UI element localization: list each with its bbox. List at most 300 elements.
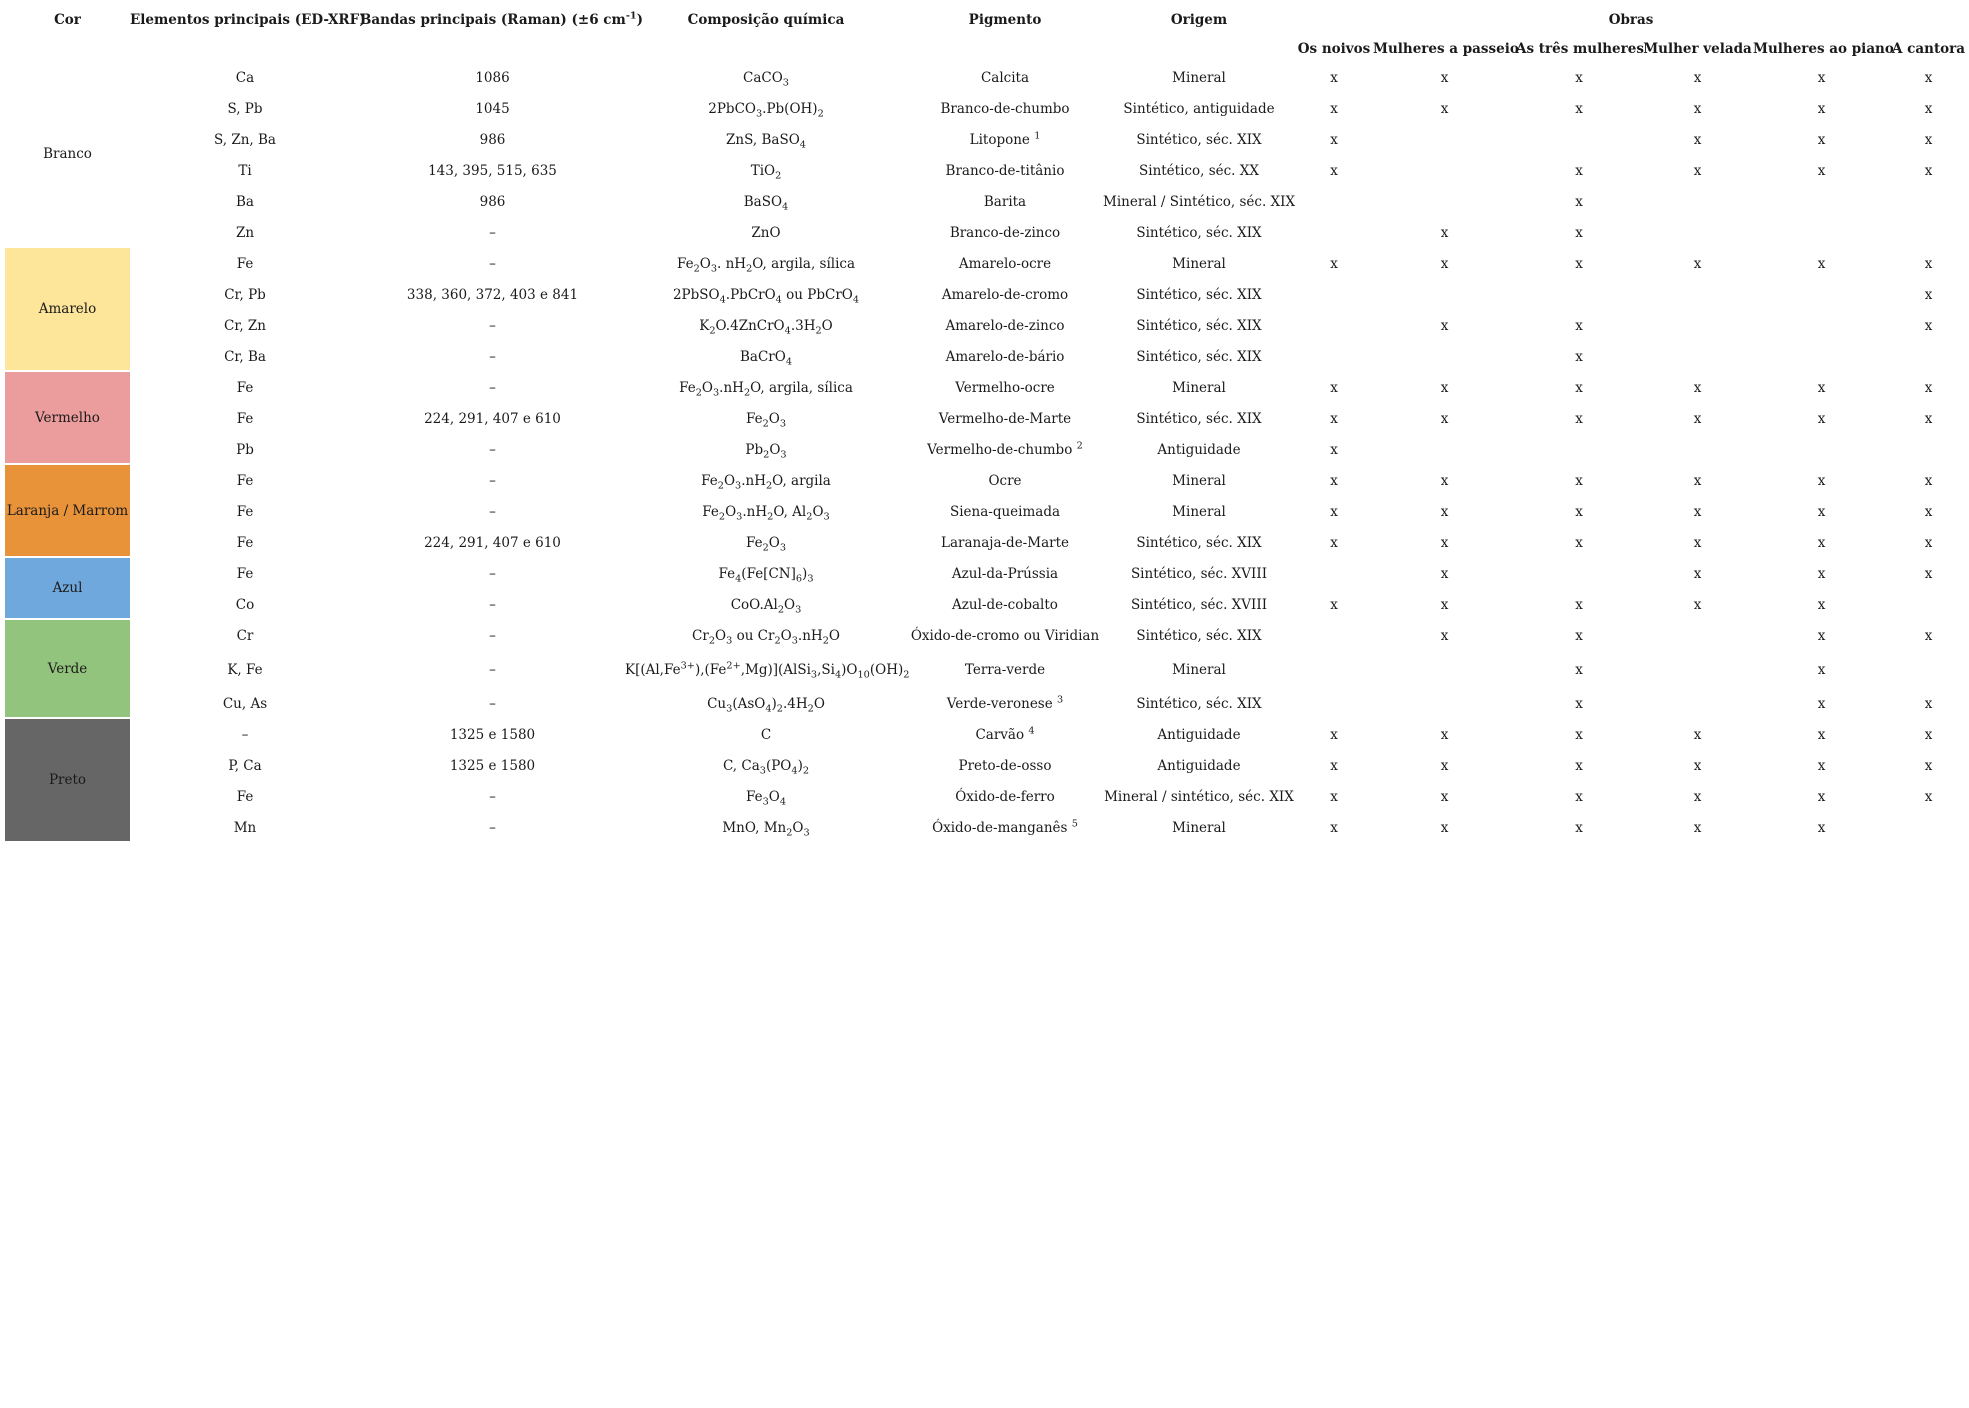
work-mark-cell: x bbox=[1817, 534, 1826, 551]
pigment-cell: Azul-de-cobalto bbox=[952, 596, 1058, 613]
element-cell: Ba bbox=[236, 193, 254, 210]
work-mark-cell: x bbox=[1693, 726, 1702, 743]
table-body bbox=[5, 62, 1967, 843]
raman-cell: – bbox=[489, 503, 496, 520]
work-mark-cell bbox=[1373, 688, 1516, 719]
work-mark-cell: x bbox=[1440, 503, 1449, 520]
work-mark-cell: x bbox=[1575, 317, 1583, 334]
pigment-cell: Preto-de-osso bbox=[958, 757, 1052, 774]
work-mark-cell bbox=[1373, 279, 1516, 310]
work-mark-cell: x bbox=[1330, 441, 1338, 458]
work-mark-cell: x bbox=[1693, 788, 1702, 805]
work-mark-cell: x bbox=[1575, 503, 1583, 520]
table-row bbox=[5, 341, 1967, 372]
composition-cell: $K[(Al,Fe^{3+}),(Fe^{2+},Mg)](AlSi_3,Si_4)O_{10}(OH)_2$ bbox=[625, 660, 910, 680]
color-group-cell: Verde bbox=[5, 620, 130, 719]
work-mark-cell: x bbox=[1575, 224, 1583, 241]
work-mark-cell: x bbox=[1440, 69, 1449, 86]
origin-cell: Antiguidade bbox=[1157, 441, 1241, 458]
raman-cell: 1325 e 1580 bbox=[449, 757, 536, 774]
pigment-cell: Branco-de-titânio bbox=[945, 162, 1065, 179]
pigment-cell: Litopone $^1$ bbox=[969, 130, 1041, 148]
table-row bbox=[5, 434, 1967, 465]
element-cell: S, Pb bbox=[227, 100, 263, 117]
element-cell: Zn bbox=[235, 224, 255, 241]
work-mark-cell: x bbox=[1330, 788, 1338, 805]
pigment-cell: Siena-queimada bbox=[949, 503, 1061, 520]
origin-cell: Sintético, séc. XIX bbox=[1136, 286, 1262, 303]
work-mark-cell bbox=[1890, 651, 1967, 688]
work-mark-cell: x bbox=[1924, 565, 1933, 582]
pigment-cell: Calcita bbox=[980, 69, 1030, 86]
table-row bbox=[5, 620, 1967, 651]
work-mark-cell bbox=[1753, 434, 1890, 465]
element-cell: Co bbox=[235, 596, 255, 613]
work-mark-cell: x bbox=[1924, 627, 1933, 644]
raman-cell: 1325 e 1580 bbox=[449, 726, 536, 743]
header-work-4: Mulheres ao piano bbox=[1753, 41, 1894, 57]
composition-cell: 2PbSO$_4$.PbCrO$_4$ ou PbCrO$_4$ bbox=[672, 286, 860, 305]
composition-cell: $Fe_2O_3.nH_2O$, $Al_2O_3$ bbox=[702, 503, 830, 522]
work-mark-cell: x bbox=[1440, 224, 1449, 241]
work-mark-cell: x bbox=[1693, 131, 1702, 148]
composition-cell: $Fe_2O_3$. $nH_2O$, argila, sílica bbox=[676, 255, 856, 274]
element-cell: Cr, Zn bbox=[224, 317, 266, 334]
work-mark-cell: x bbox=[1924, 534, 1933, 551]
work-mark-cell: x bbox=[1575, 695, 1583, 712]
work-mark-cell: x bbox=[1330, 162, 1338, 179]
work-mark-cell: x bbox=[1330, 534, 1338, 551]
pigment-cell: Vermelho-de-Marte bbox=[938, 410, 1072, 427]
element-cell: Cr, Pb bbox=[224, 286, 266, 303]
raman-cell: – bbox=[489, 348, 496, 365]
work-mark-cell: x bbox=[1693, 472, 1702, 489]
work-mark-cell: x bbox=[1330, 379, 1338, 396]
origin-cell: Mineral bbox=[1172, 472, 1226, 489]
element-cell: Fe bbox=[236, 534, 254, 551]
works-header-row bbox=[5, 40, 1967, 62]
origin-cell: Mineral bbox=[1172, 819, 1226, 836]
work-mark-cell: x bbox=[1575, 726, 1583, 743]
work-mark-cell: x bbox=[1330, 503, 1338, 520]
element-cell: Fe bbox=[236, 503, 254, 520]
work-mark-cell bbox=[1642, 217, 1753, 248]
table-row bbox=[5, 155, 1967, 186]
raman-cell: 143, 395, 515, 635 bbox=[428, 162, 557, 179]
work-mark-cell: x bbox=[1440, 100, 1449, 117]
header-origem: Origem bbox=[1170, 12, 1228, 28]
work-mark-cell bbox=[1373, 434, 1516, 465]
pigment-cell: Vermelho-ocre bbox=[955, 379, 1055, 396]
work-mark-cell: x bbox=[1330, 757, 1338, 774]
element-cell: Cu, As bbox=[222, 695, 268, 712]
table-row bbox=[5, 124, 1967, 155]
work-mark-cell bbox=[1516, 558, 1642, 589]
element-cell: Fe bbox=[236, 255, 254, 272]
work-mark-cell: x bbox=[1924, 757, 1933, 774]
work-mark-cell bbox=[1642, 310, 1753, 341]
element-cell: Ca bbox=[235, 69, 255, 86]
pigment-cell: Óxido-de-manganês $^5$ bbox=[932, 818, 1078, 836]
pigment-cell: Amarelo-de-cromo bbox=[941, 286, 1069, 303]
work-mark-cell bbox=[1890, 341, 1967, 372]
work-mark-cell: x bbox=[1440, 534, 1449, 551]
work-mark-cell bbox=[1642, 688, 1753, 719]
raman-cell: 1086 bbox=[475, 69, 510, 86]
pigment-cell: Óxido-de-ferro bbox=[955, 788, 1055, 805]
header-elementos: Elementos principais (ED-XRF) bbox=[130, 12, 366, 28]
work-mark-cell: x bbox=[1440, 472, 1449, 489]
origin-cell: Sintético, antiguidade bbox=[1123, 100, 1275, 117]
work-mark-cell: x bbox=[1330, 255, 1338, 272]
element-cell: Fe bbox=[236, 565, 254, 582]
composition-cell: $Pb_2O_3$ bbox=[745, 441, 787, 460]
element-cell: Cr bbox=[236, 627, 254, 644]
work-mark-cell: x bbox=[1817, 410, 1826, 427]
work-mark-cell: x bbox=[1924, 410, 1933, 427]
element-cell: Fe bbox=[236, 410, 254, 427]
composition-cell: $K_2O.4ZnCrO_4.3H_2O$ bbox=[699, 317, 833, 336]
pigment-cell: Terra-verde bbox=[964, 661, 1046, 678]
work-mark-cell bbox=[1642, 434, 1753, 465]
work-mark-cell: x bbox=[1693, 410, 1702, 427]
work-mark-cell: x bbox=[1440, 726, 1449, 743]
composition-cell: $2PbCO_3.Pb(OH)_2$ bbox=[708, 100, 824, 119]
origin-cell: Mineral bbox=[1172, 255, 1226, 272]
work-mark-cell: x bbox=[1924, 255, 1933, 272]
work-mark-cell bbox=[1753, 217, 1890, 248]
composition-cell: MnO, $Mn_2O_3$ bbox=[722, 819, 810, 838]
origin-cell: Sintético, séc. XIX bbox=[1136, 348, 1262, 365]
work-mark-cell: x bbox=[1693, 69, 1702, 86]
work-mark-cell: x bbox=[1330, 100, 1338, 117]
composition-cell: $Fe_4(Fe[CN]_6)_3$ bbox=[718, 565, 814, 584]
work-mark-cell: x bbox=[1575, 69, 1583, 86]
work-mark-cell: x bbox=[1575, 788, 1583, 805]
composition-cell: $Cr_2O_3$ ou $Cr_2O_3.nH_2O$ bbox=[692, 627, 840, 646]
header-bandas-raman: Bandas principais (Raman) (±6 $cm^{-1}$) bbox=[360, 10, 644, 28]
header-work-1: Mulheres a passeio bbox=[1373, 41, 1519, 57]
table-row bbox=[5, 186, 1967, 217]
origin-cell: Sintético, séc. XIX bbox=[1136, 224, 1262, 241]
raman-cell: – bbox=[489, 695, 496, 712]
work-mark-cell: x bbox=[1817, 255, 1826, 272]
work-mark-cell bbox=[1516, 124, 1642, 155]
work-mark-cell: x bbox=[1693, 255, 1702, 272]
color-group-cell: Laranja / Marrom bbox=[5, 465, 130, 558]
work-mark-cell bbox=[1890, 186, 1967, 217]
work-mark-cell bbox=[1890, 589, 1967, 620]
work-mark-cell: x bbox=[1330, 410, 1338, 427]
work-mark-cell: x bbox=[1330, 819, 1338, 836]
table-row bbox=[5, 496, 1967, 527]
work-mark-cell bbox=[1373, 651, 1516, 688]
color-group-cell: Vermelho bbox=[5, 372, 130, 465]
raman-cell: – bbox=[489, 819, 496, 836]
element-cell: Fe bbox=[236, 379, 254, 396]
element-cell: Cr, Ba bbox=[224, 348, 266, 365]
pigment-cell: Óxido-de-cromo ou Viridian bbox=[910, 627, 1100, 644]
work-mark-cell bbox=[1890, 812, 1967, 843]
work-mark-cell bbox=[1373, 124, 1516, 155]
header-work-5: A cantora bbox=[1891, 41, 1966, 57]
work-mark-cell bbox=[1753, 186, 1890, 217]
work-mark-cell bbox=[1295, 620, 1373, 651]
pigment-cell: Vermelho-de-chumbo $^2$ bbox=[927, 440, 1083, 458]
header-work-0: Os noivos bbox=[1297, 41, 1371, 57]
composition-cell: ZnS, BaSO$_4$ bbox=[726, 131, 806, 150]
work-mark-cell bbox=[1753, 279, 1890, 310]
work-mark-cell: x bbox=[1817, 503, 1826, 520]
element-cell: K, Fe bbox=[227, 661, 263, 678]
pigment-cell: Ocre bbox=[988, 472, 1022, 489]
table-row bbox=[5, 279, 1967, 310]
pigment-cell: Azul-da-Prússia bbox=[951, 565, 1059, 582]
work-mark-cell: x bbox=[1575, 348, 1583, 365]
work-mark-cell: x bbox=[1693, 503, 1702, 520]
composition-cell: $Fe_3O_4$ bbox=[745, 788, 787, 807]
pigment-cell: Branco-de-zinco bbox=[949, 224, 1061, 241]
work-mark-cell: x bbox=[1817, 69, 1826, 86]
work-mark-cell: x bbox=[1924, 317, 1933, 334]
element-cell: Mn bbox=[233, 819, 257, 836]
work-mark-cell bbox=[1295, 279, 1373, 310]
work-mark-cell: x bbox=[1575, 162, 1583, 179]
origin-cell: Sintético, séc. XIX bbox=[1136, 534, 1262, 551]
work-mark-cell: x bbox=[1924, 131, 1933, 148]
work-mark-cell: x bbox=[1693, 534, 1702, 551]
work-mark-cell bbox=[1516, 279, 1642, 310]
table-row bbox=[5, 527, 1967, 558]
work-mark-cell bbox=[1890, 217, 1967, 248]
raman-cell: – bbox=[489, 565, 496, 582]
composition-cell: $Fe_2O_3.nH_2O$, argila bbox=[701, 472, 831, 491]
header-work-3: Mulher velada bbox=[1643, 41, 1752, 57]
work-mark-cell: x bbox=[1924, 69, 1933, 86]
pigment-cell: Verde-veronese $^3$ bbox=[946, 694, 1064, 712]
raman-cell: 338, 360, 372, 403 e 841 bbox=[406, 286, 579, 303]
work-mark-cell bbox=[1642, 620, 1753, 651]
work-mark-cell: x bbox=[1440, 255, 1449, 272]
work-mark-cell: x bbox=[1575, 534, 1583, 551]
work-mark-cell bbox=[1295, 341, 1373, 372]
origin-cell: Mineral bbox=[1172, 69, 1226, 86]
work-mark-cell bbox=[1373, 341, 1516, 372]
work-mark-cell: x bbox=[1575, 410, 1583, 427]
color-group-cell: Azul bbox=[5, 558, 130, 620]
raman-cell: – bbox=[489, 661, 496, 678]
raman-cell: – bbox=[489, 224, 496, 241]
pigment-cell: Carvão $^4$ bbox=[975, 725, 1035, 743]
pigment-cell: Amarelo-de-bário bbox=[945, 348, 1065, 365]
table-row bbox=[5, 750, 1967, 781]
raman-cell: – bbox=[489, 379, 496, 396]
color-group-cell: Amarelo bbox=[5, 248, 130, 372]
raman-cell: – bbox=[489, 788, 496, 805]
pigment-cell: Laranaja-de-Marte bbox=[941, 534, 1069, 551]
work-mark-cell: x bbox=[1817, 379, 1826, 396]
origin-cell: Mineral bbox=[1172, 661, 1226, 678]
work-mark-cell: x bbox=[1440, 317, 1449, 334]
raman-cell: – bbox=[489, 255, 496, 272]
work-mark-cell bbox=[1642, 279, 1753, 310]
work-mark-cell: x bbox=[1817, 100, 1826, 117]
composition-cell: C, $Ca_3(PO_4)_2$ bbox=[722, 757, 810, 776]
raman-cell: 224, 291, 407 e 610 bbox=[424, 534, 561, 551]
work-mark-cell: x bbox=[1924, 788, 1933, 805]
work-mark-cell bbox=[1373, 155, 1516, 186]
work-mark-cell: x bbox=[1817, 819, 1826, 836]
origin-cell: Sintético, séc. XVIII bbox=[1130, 596, 1268, 613]
work-mark-cell: x bbox=[1693, 565, 1702, 582]
work-mark-cell: x bbox=[1440, 596, 1449, 613]
raman-cell: – bbox=[489, 596, 496, 613]
origin-cell: Sintético, séc. XVIII bbox=[1130, 565, 1268, 582]
pigment-cell: Barita bbox=[983, 193, 1027, 210]
origin-cell: Mineral bbox=[1172, 503, 1226, 520]
work-mark-cell: x bbox=[1693, 379, 1702, 396]
work-mark-cell: x bbox=[1330, 596, 1338, 613]
work-mark-cell: x bbox=[1924, 286, 1933, 303]
work-mark-cell: x bbox=[1330, 726, 1338, 743]
composition-cell: $Fe_2O_3$ bbox=[745, 534, 787, 553]
pigment-cell: Branco-de-chumbo bbox=[940, 100, 1070, 117]
raman-cell: – bbox=[489, 472, 496, 489]
table-row bbox=[5, 248, 1967, 279]
work-mark-cell: x bbox=[1924, 726, 1933, 743]
raman-cell: 1045 bbox=[475, 100, 510, 117]
work-mark-cell bbox=[1295, 688, 1373, 719]
work-mark-cell bbox=[1753, 341, 1890, 372]
work-mark-cell bbox=[1373, 186, 1516, 217]
pigment-table bbox=[5, 0, 1967, 843]
composition-cell: BaCrO$_4$ bbox=[739, 348, 792, 367]
work-mark-cell: x bbox=[1924, 100, 1933, 117]
work-mark-cell bbox=[1295, 558, 1373, 589]
composition-cell: $CoO.Al_2O_3$ bbox=[730, 596, 802, 615]
origin-cell: Mineral / sintético, séc. XIX bbox=[1104, 788, 1294, 805]
work-mark-cell: x bbox=[1440, 788, 1449, 805]
work-mark-cell: x bbox=[1817, 757, 1826, 774]
raman-cell: 224, 291, 407 e 610 bbox=[424, 410, 561, 427]
work-mark-cell: x bbox=[1817, 596, 1826, 613]
composition-cell: $Cu_3(AsO_4)_2.4H_2O$ bbox=[707, 695, 825, 714]
work-mark-cell: x bbox=[1817, 472, 1826, 489]
element-cell: Pb bbox=[236, 441, 254, 458]
work-mark-cell: x bbox=[1440, 757, 1449, 774]
table-row bbox=[5, 688, 1967, 719]
work-mark-cell: x bbox=[1693, 162, 1702, 179]
work-mark-cell: x bbox=[1575, 627, 1583, 644]
header-cor: Cor bbox=[54, 12, 81, 28]
origin-cell: Sintético, séc. XIX bbox=[1136, 317, 1262, 334]
pigment-table-container bbox=[5, 0, 1967, 843]
color-group-cell: Branco bbox=[5, 62, 130, 248]
work-mark-cell: x bbox=[1924, 379, 1933, 396]
element-cell: P, Ca bbox=[228, 757, 262, 774]
raman-cell: 986 bbox=[479, 131, 506, 148]
raman-cell: – bbox=[489, 441, 496, 458]
raman-cell: 986 bbox=[479, 193, 506, 210]
work-mark-cell: x bbox=[1924, 503, 1933, 520]
header-work-2: As três mulheres bbox=[1516, 41, 1644, 57]
work-mark-cell: x bbox=[1330, 131, 1338, 148]
work-mark-cell: x bbox=[1575, 596, 1583, 613]
work-mark-cell: x bbox=[1817, 726, 1826, 743]
work-mark-cell bbox=[1295, 310, 1373, 341]
work-mark-cell: x bbox=[1817, 788, 1826, 805]
composition-cell: ZnO bbox=[751, 224, 781, 241]
origin-cell: Sintético, séc. XIX bbox=[1136, 627, 1262, 644]
work-mark-cell bbox=[1295, 186, 1373, 217]
element-cell: Fe bbox=[236, 472, 254, 489]
raman-cell: – bbox=[489, 627, 496, 644]
work-mark-cell bbox=[1295, 651, 1373, 688]
table-row bbox=[5, 465, 1967, 496]
origin-cell: Sintético, séc. XIX bbox=[1136, 410, 1262, 427]
work-mark-cell: x bbox=[1693, 100, 1702, 117]
table-row bbox=[5, 651, 1967, 688]
header-row bbox=[5, 0, 1967, 40]
work-mark-cell: x bbox=[1817, 695, 1826, 712]
header-obras: Obras bbox=[1608, 12, 1654, 28]
origin-cell: Sintético, séc. XX bbox=[1139, 162, 1259, 179]
work-mark-cell bbox=[1642, 186, 1753, 217]
composition-cell: CaCO$_3$ bbox=[743, 69, 789, 88]
table-row bbox=[5, 62, 1967, 93]
table-row bbox=[5, 781, 1967, 812]
work-mark-cell: x bbox=[1440, 379, 1449, 396]
work-mark-cell: x bbox=[1817, 565, 1826, 582]
work-mark-cell: x bbox=[1575, 472, 1583, 489]
raman-cell: – bbox=[489, 317, 496, 334]
header-composicao: Composição química bbox=[687, 12, 845, 28]
work-mark-cell: x bbox=[1575, 193, 1583, 210]
composition-cell: $Fe_2O_3.nH_2O$, argila, sílica bbox=[679, 379, 853, 398]
work-mark-cell bbox=[1890, 434, 1967, 465]
table-row bbox=[5, 372, 1967, 403]
element-cell: S, Zn, Ba bbox=[214, 131, 276, 148]
work-mark-cell: x bbox=[1440, 410, 1449, 427]
work-mark-cell: x bbox=[1693, 596, 1702, 613]
work-mark-cell: x bbox=[1817, 162, 1826, 179]
work-mark-cell: x bbox=[1330, 472, 1338, 489]
work-mark-cell: x bbox=[1575, 379, 1583, 396]
composition-cell: TiO$_2$ bbox=[750, 162, 782, 181]
table-row bbox=[5, 310, 1967, 341]
origin-cell: Antiguidade bbox=[1157, 757, 1241, 774]
work-mark-cell: x bbox=[1575, 255, 1583, 272]
composition-cell: C bbox=[760, 726, 772, 743]
work-mark-cell: x bbox=[1440, 565, 1449, 582]
work-mark-cell: x bbox=[1924, 695, 1933, 712]
origin-cell: Sintético, séc. XIX bbox=[1136, 695, 1262, 712]
composition-cell: BaSO$_4$ bbox=[743, 193, 789, 212]
work-mark-cell: x bbox=[1575, 757, 1583, 774]
work-mark-cell bbox=[1516, 434, 1642, 465]
work-mark-cell: x bbox=[1924, 472, 1933, 489]
work-mark-cell: x bbox=[1693, 819, 1702, 836]
origin-cell: Sintético, séc. XIX bbox=[1136, 131, 1262, 148]
work-mark-cell: x bbox=[1817, 131, 1826, 148]
work-mark-cell: x bbox=[1693, 757, 1702, 774]
work-mark-cell: x bbox=[1924, 162, 1933, 179]
element-cell: Ti bbox=[238, 162, 252, 179]
origin-cell: Mineral bbox=[1172, 379, 1226, 396]
composition-cell: $Fe_2O_3$ bbox=[745, 410, 787, 429]
work-mark-cell bbox=[1642, 341, 1753, 372]
table-row bbox=[5, 217, 1967, 248]
